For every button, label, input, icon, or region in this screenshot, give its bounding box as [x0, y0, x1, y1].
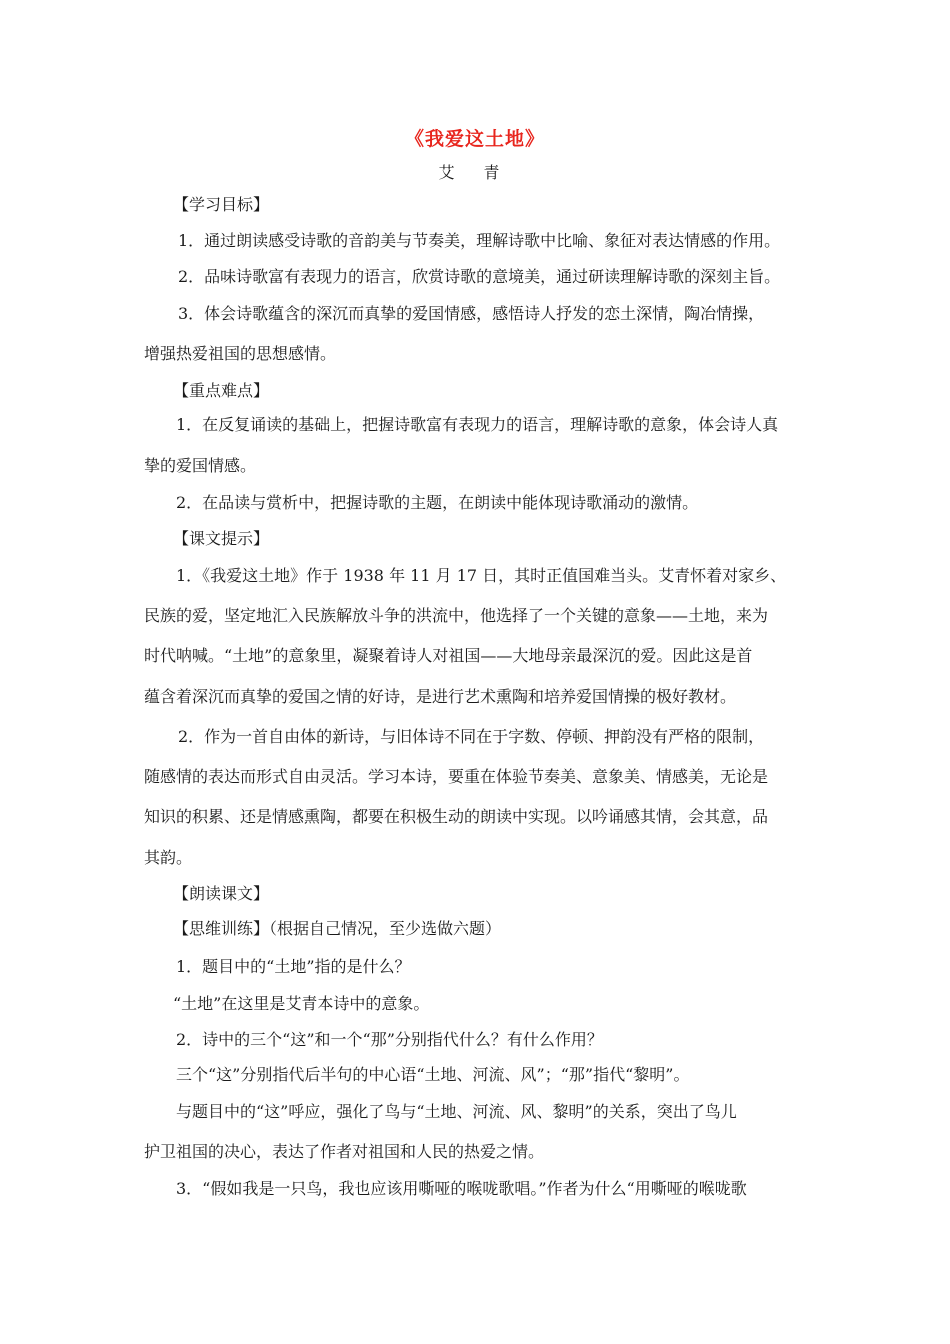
answer-2-line-1: 三个“这”分别指代后半句的中心语“土地、河流、风”；“那”指代“黎明”。	[176, 1065, 690, 1084]
hints-p2-line-4: 其韵。	[144, 848, 193, 867]
hints-p2-line-1: 2．作为一首自由体的新诗，与旧体诗不同在于字数、停顿、押韵没有严格的限制，	[178, 727, 765, 746]
reading-heading: 【朗读课文】	[173, 884, 270, 903]
hints-p2-line-2: 随感情的表达而形式自由灵活。学习本诗，要重在体验节奏美、意象美、情感美，无论是	[144, 767, 769, 786]
hints-p1-line-3: 时代呐喊。“土地”的意象里，凝聚着诗人对祖国——大地母亲最深沉的爱。因此这是首	[144, 646, 753, 665]
question-1: 1．题目中的“土地”指的是什么？	[176, 957, 411, 976]
focus-item-1: 1．在反复诵读的基础上，把握诗歌富有表现力的语言，理解诗歌的意象，体会诗人真	[176, 415, 779, 434]
focus-heading: 【重点难点】	[173, 381, 270, 400]
answer-1: “土地”在这里是艾青本诗中的意象。	[173, 994, 430, 1013]
document-title: 《我爱这土地》	[404, 128, 545, 150]
training-heading: 【思维训练】（根据自己情况，至少选做六题）	[173, 919, 502, 938]
focus-item-1-cont: 挚的爱国情感。	[144, 456, 257, 475]
answer-2-line-3: 护卫祖国的决心，表达了作者对祖国和人民的热爱之情。	[144, 1142, 545, 1161]
hints-p2-line-3: 知识的积累、还是情感熏陶，都要在积极生动的朗读中实现。以吟诵感其情，会其意，品	[144, 807, 769, 826]
hints-heading: 【课文提示】	[173, 529, 270, 548]
goals-item-3: 3．体会诗歌蕴含的深沉而真挚的爱国情感，感悟诗人抒发的恋土深情，陶冶情操，	[178, 304, 765, 323]
hints-p1-line-2: 民族的爱，坚定地汇入民族解放斗争的洪流中，他选择了一个关键的意象——土地，来为	[144, 606, 769, 625]
goals-item-3-cont: 增强热爱祖国的思想感情。	[144, 344, 337, 363]
goals-heading: 【学习目标】	[173, 195, 270, 214]
document-author: 艾 青	[438, 163, 512, 182]
focus-item-2: 2．在品读与赏析中，把握诗歌的主题，在朗读中能体现诗歌涌动的激情。	[176, 493, 699, 512]
hints-p1-line-4: 蕴含着深沉而真挚的爱国之情的好诗，是进行艺术熏陶和培养爱国情操的极好教材。	[144, 687, 737, 706]
goals-item-1: 1．通过朗读感受诗歌的音韵美与节奏美，理解诗歌中比喻、象征对表达情感的作用。	[178, 231, 781, 250]
goals-item-2: 2．品味诗歌富有表现力的语言，欣赏诗歌的意境美，通过研读理解诗歌的深刻主旨。	[178, 267, 781, 286]
hints-p1-line-1: 1．《我爱这土地》作于 1938 年 11 月 17 日，其时正值国难当头。艾青怀着对家乡、	[176, 566, 787, 585]
answer-2-line-2: 与题目中的“这”呼应，强化了鸟与“土地、河流、风、黎明”的关系，突出了鸟儿	[176, 1102, 737, 1121]
question-3: 3．“假如我是一只鸟，我也应该用嘶哑的喉咙歌唱。”作者为什么“用嘶哑的喉咙歌	[176, 1179, 747, 1198]
question-2: 2．诗中的三个“这”和一个“那”分别指代什么？有什么作用？	[176, 1030, 603, 1049]
